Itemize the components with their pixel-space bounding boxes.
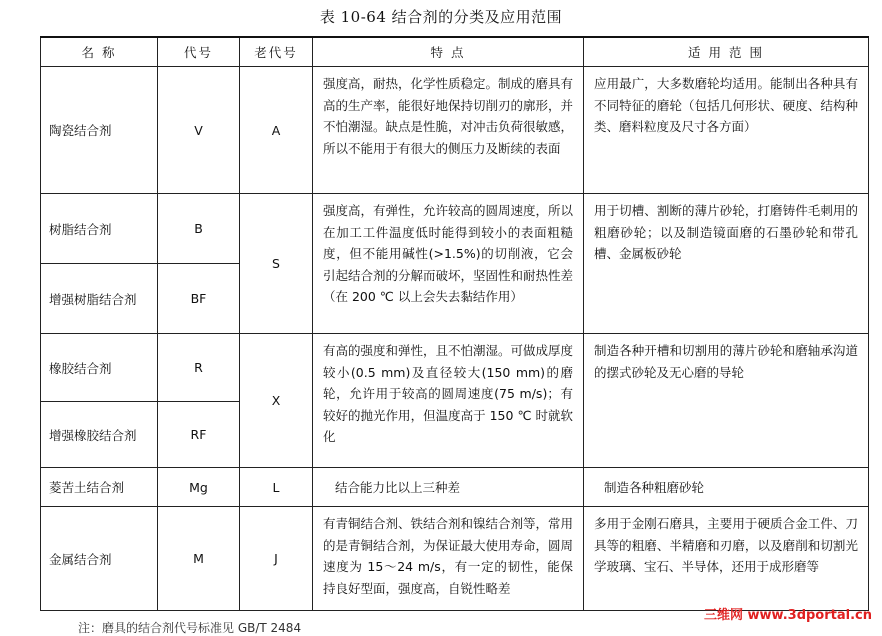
row-old-code: S xyxy=(240,194,313,334)
header-old-code: 老代号 xyxy=(240,37,313,67)
row-code: V xyxy=(158,67,240,194)
table-note: 注：磨具的结合剂代号标准见 GB/T 2484 xyxy=(78,621,302,635)
row-name: 增强橡胶结合剂 xyxy=(41,402,158,468)
table-row xyxy=(41,507,869,611)
row-feature: 结合能力比以上三种差 xyxy=(313,468,584,507)
row-feature: 强度高，耐热，化学性质稳定。制成的磨具有高的生产率，能很好地保持切削刃的廓形，并不怕潮湿。缺点是性脆，对冲击负荷很敏感，所以不能用于有很大的侧压力及断续的表面 xyxy=(313,67,584,194)
table-row xyxy=(41,194,869,264)
row-feature: 强度高，有弹性，允许较高的圆周速度，所以在加工工件温度低时能得到较小的表面粗糙度，但不能用碱性(>1.5%)的切削液，它会引起结合剂的分解而破坏，坚固性和耐热性差（在 200 ℃ 以上会失去黏结作用） xyxy=(313,194,584,334)
binder-table xyxy=(40,36,869,611)
row-code: R xyxy=(158,334,240,402)
header-name: 名 称 xyxy=(41,37,158,67)
row-old-code: A xyxy=(240,67,313,194)
row-name: 橡胶结合剂 xyxy=(41,334,158,402)
row-application: 多用于金刚石磨具，主要用于硬质合金工件、刀具等的粗磨、半精磨和刃磨，以及磨削和切割光学玻璃、宝石、半导体，还用于成形磨等 xyxy=(584,507,869,611)
row-name: 树脂结合剂 xyxy=(41,194,158,264)
watermark-logo: 三维网 www.3dportal.cn xyxy=(703,608,872,623)
row-name: 增强树脂结合剂 xyxy=(41,264,158,334)
row-old-code: J xyxy=(240,507,313,611)
row-application: 用于切槽、割断的薄片砂轮，打磨铸件毛刺用的粗磨砂轮；以及制造镜面磨的石墨砂轮和带孔槽、金属板砂轮 xyxy=(584,194,869,334)
row-application: 应用最广，大多数磨轮均适用。能制出各种具有不同特征的磨轮（包括几何形状、硬度、结构种类、磨料粒度及尺寸各方面） xyxy=(584,67,869,194)
row-name: 金属结合剂 xyxy=(41,507,158,611)
row-code: M xyxy=(158,507,240,611)
header-feature: 特 点 xyxy=(313,37,584,67)
row-code: B xyxy=(158,194,240,264)
row-application: 制造各种开槽和切割用的薄片砂轮和磨轴承沟道的摆式砂轮及无心磨的导轮 xyxy=(584,334,869,468)
row-application: 制造各种粗磨砂轮 xyxy=(584,468,869,507)
row-old-code: L xyxy=(240,468,313,507)
row-feature: 有高的强度和弹性，且不怕潮湿。可做成厚度较小(0.5 mm)及直径较大(150 mm)的磨轮，允许用于较高的圆周速度(75 m/s)；有较好的抛光作用，但温度高于 150 ℃ 时就软化 xyxy=(313,334,584,468)
row-name: 陶瓷结合剂 xyxy=(41,67,158,194)
table-row xyxy=(41,67,869,194)
row-feature: 有青铜结合剂、铁结合剂和镍结合剂等，常用的是青铜结合剂，为保证最大使用寿命，圆周速度为 15～24 m/s，有一定的韧性，能保持良好型面，强度高，自锐性略差 xyxy=(313,507,584,611)
row-name: 菱苦土结合剂 xyxy=(41,468,158,507)
header-code: 代号 xyxy=(158,37,240,67)
row-code: BF xyxy=(158,264,240,334)
table-title: 表 10-64 结合剂的分类及应用范围 xyxy=(319,8,563,26)
table-row xyxy=(41,468,869,507)
header-application: 适 用 范 围 xyxy=(584,37,869,67)
row-old-code: X xyxy=(240,334,313,468)
header-row xyxy=(41,37,869,67)
row-code: RF xyxy=(158,402,240,468)
table-row xyxy=(41,334,869,402)
row-code: Mg xyxy=(158,468,240,507)
